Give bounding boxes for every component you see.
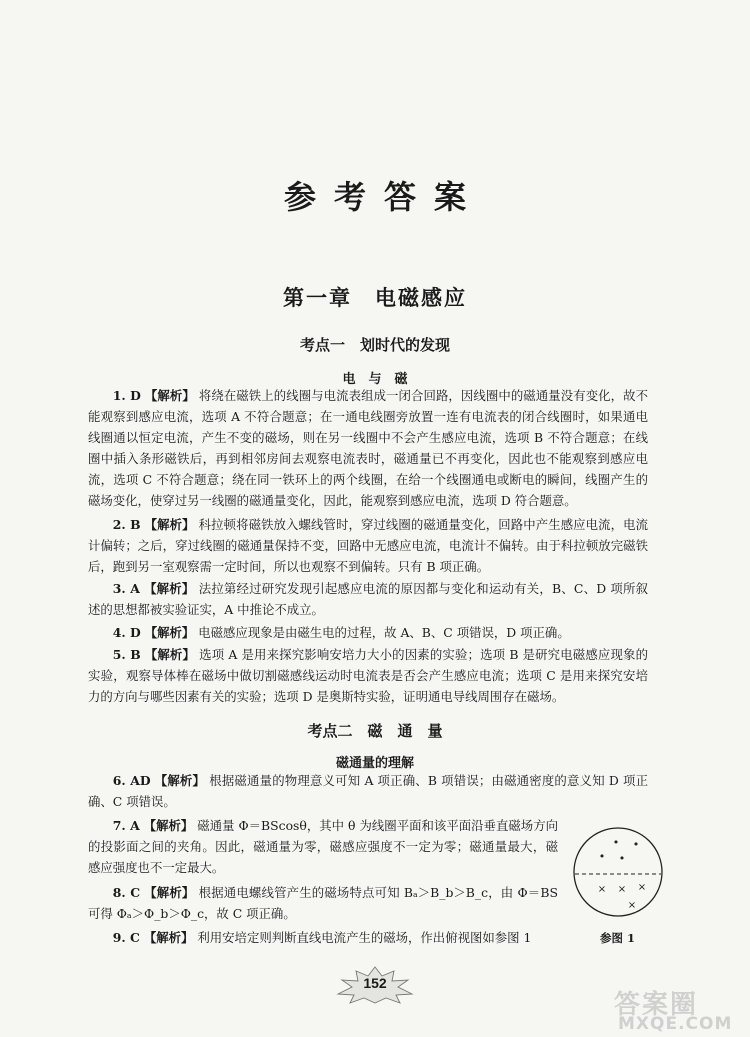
analysis-tag: 【解析】 (143, 930, 194, 945)
page-number-badge (336, 966, 414, 1004)
subsection-title-2: 磁通量的理解 (335, 756, 414, 771)
answer-number: 7. A (112, 818, 140, 833)
analysis-tag: 【解析】 (144, 581, 195, 596)
answer-4 (88, 622, 648, 643)
field-dot: • (632, 838, 640, 851)
answer-number: 2. B (112, 517, 141, 532)
answer-2 (88, 514, 648, 577)
answer-text: 磁通量 Φ＝BScosθ，其中 θ 为线圈平面和该平面沿垂直磁场方向的投影面之间的夹角。因此，磁通量为零，磁感应强度不一定为零；磁通量最大，磁感应强度也不一定最大。 (88, 818, 558, 875)
answer-number: 9. C (112, 930, 140, 945)
watermark-text-cn: 答案圈 (614, 990, 699, 1020)
answer-number: 8. C (112, 885, 141, 900)
analysis-tag: 【解析】 (144, 625, 195, 640)
analysis-tag: 【解析】 (144, 885, 195, 900)
answer-text: 根据通电螺线管产生的磁场特点可知 Bₐ＞B_b＞B_c，由 Φ＝BS 可得 Φₐ＞Φ_b＞Φ_c，故 C 项正确。 (88, 885, 558, 921)
page-title: 参考答案 (283, 178, 484, 216)
answer-text: 根据磁通量的物理意义可知 A 项正确、B 项错误；由磁通密度的意义知 D 项正确、C 项错误。 (88, 773, 648, 809)
answer-6 (88, 770, 648, 812)
section-title-2: 考点二 磁 通 量 (307, 722, 443, 740)
answer-5 (88, 644, 648, 707)
analysis-tag: 【解析】 (144, 647, 196, 662)
answer-9 (88, 927, 558, 948)
answer-text: 选项 A 是用来探究影响安培力大小的因素的实验；选项 B 是研究电磁感应现象的实验，观察导体棒在磁场中做切割磁感线运动时电流表是否会产生感应电流；选项 C 是用来探究安培力的方向与哪些因素有关的实验；选项 D 是奥斯特实验，证明通电导线周围存在磁场。 (88, 647, 648, 704)
watermark-text-url: MXQE.COM (618, 1014, 733, 1034)
answer-3 (88, 578, 648, 620)
analysis-tag: 【解析】 (144, 517, 195, 532)
answer-text: 电磁感应现象是由磁生电的过程，故 A、B、C 项错误，D 项正确。 (198, 625, 570, 640)
answer-text: 将绕在磁铁上的线圈与电流表组成一闭合回路，因线圈中的磁通量没有变化，故不能观察到感应电流，选项 A 不符合题意；在一通电线圈旁放置一连有电流表的闭合线圈时，如果通电线圈通以恒定电流，产生不变的磁场，则在另一线圈中不会产生感应电流，选项 B 不符合题意；在线圈中插入条形磁铁后，再到相邻房间去观察电流表时，磁通量已不再变化，因此也不能观察到感应电流，选项 C 不符合题意；绕在同一铁环上的两个线圈，在给一个线圈通电或断电的瞬间，线圈产生的磁场变化，使穿过另一线圈的磁通量变化，因此，能观察到感应电流，选项 D 符合题意。 (88, 388, 648, 508)
section-title-1: 考点一 划时代的发现 (299, 336, 450, 354)
field-cross: × (597, 884, 607, 895)
answer-7 (88, 815, 558, 878)
chapter-title: 第一章 电磁感应 (283, 285, 467, 310)
answer-number: 6. AD (112, 773, 151, 788)
answer-number: 3. A (112, 581, 140, 596)
subsection-title-1: 电 与 磁 (342, 372, 408, 387)
field-cross: × (637, 882, 647, 893)
analysis-tag: 【解析】 (143, 818, 194, 833)
answer-number: 5. B (112, 647, 141, 662)
answer-1 (88, 385, 648, 511)
figure-magnetic-field-circle (572, 826, 664, 918)
answer-number: 4. D (112, 625, 141, 640)
answer-text: 法拉第经过研究发现引起感应电流的原因都与变化和运动有关，B、C、D 项所叙述的思想都被实验证实，A 中推论不成立。 (88, 581, 648, 617)
analysis-tag: 【解析】 (144, 388, 195, 403)
field-cross: × (617, 884, 627, 895)
figure-caption: 参图 1 (600, 931, 636, 945)
answer-number: 1. D (112, 388, 141, 403)
answer-8 (88, 882, 558, 924)
analysis-tag: 【解析】 (154, 773, 206, 788)
answer-text: 利用安培定则判断直线电流产生的磁场，作出俯视图如参图 1 (197, 930, 532, 945)
field-cross: × (627, 900, 637, 911)
field-dot: • (598, 850, 606, 863)
field-dot: • (612, 836, 620, 849)
watermark-logo (596, 982, 746, 1034)
answer-text: 科拉顿将磁铁放入螺线管时，穿过线圈的磁通量变化，回路中产生感应电流，电流计偏转；之后，穿过线圈的磁通量保持不变，回路中无感应电流，电流计不偏转。由于科拉顿放完磁铁后，跑到另一室观察需一定时间，所以也观察不到偏转。只有 B 项正确。 (88, 517, 648, 574)
page-number: 152 (363, 975, 387, 991)
field-dot: • (618, 852, 626, 865)
